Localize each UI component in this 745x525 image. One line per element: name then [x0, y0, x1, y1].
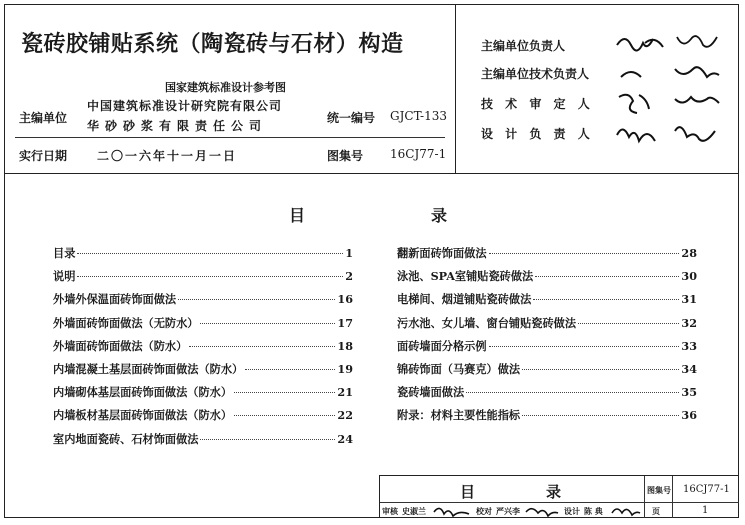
toc-item-page: 1	[345, 246, 353, 260]
toc-item-page: 21	[337, 385, 353, 400]
toc-item-page: 33	[681, 338, 697, 353]
footer-page-label: 页	[652, 506, 660, 516]
dot-leader	[178, 299, 335, 300]
toc-item[interactable]	[397, 361, 697, 384]
toc-heading-right: 录	[431, 206, 448, 225]
toc-item-title: 外墙面砖饰面做法（无防水）	[53, 315, 199, 330]
footer-divider	[672, 476, 673, 518]
footer-title-left: 目	[460, 483, 476, 501]
toc-item-page: 17	[337, 315, 353, 330]
toc-item[interactable]	[397, 338, 697, 361]
toc-item-title: 面砖墙面分格示例	[397, 338, 487, 353]
role-tech-lead: 主编单位技术负责人	[481, 67, 590, 81]
dot-leader	[535, 276, 679, 277]
toc-item[interactable]	[53, 407, 353, 430]
signature-mark	[610, 503, 642, 520]
toc-item[interactable]	[397, 384, 697, 407]
date-value: 二〇一六年十一月一日	[97, 149, 238, 163]
toc-item-title: 内墙砌体基层面砖饰面做法（防水）	[53, 385, 233, 400]
toc-item-page: 30	[681, 269, 697, 284]
toc-item-page: 32	[681, 315, 697, 330]
toc-heading-left: 目	[289, 206, 306, 225]
toc-item-page: 2	[345, 269, 353, 284]
document-title: 瓷砖胶铺贴系统（陶瓷砖与石材）构造	[21, 32, 404, 57]
footer-title-block	[379, 475, 739, 518]
editor-org-1: 中国建筑标准设计研究院有限公司	[87, 99, 283, 113]
atlas-no-label: 图集号	[327, 149, 364, 163]
dot-leader	[466, 392, 679, 393]
toc-item-title: 目录	[53, 246, 76, 260]
toc-item-title: 外墙外保温面砖饰面做法	[53, 292, 177, 307]
toc-left-column	[53, 245, 353, 454]
toc-item[interactable]	[53, 338, 353, 361]
toc-item-page: 28	[681, 246, 697, 260]
toc-item[interactable]	[397, 407, 697, 430]
toc-item-page: 19	[337, 361, 353, 376]
dot-leader	[200, 323, 335, 324]
toc-item-page: 31	[681, 292, 697, 307]
dot-leader	[578, 323, 679, 324]
toc-item[interactable]	[53, 384, 353, 407]
document-subtitle: 国家建筑标准设计参考图	[165, 81, 286, 94]
toc-item-title: 内墙板材基层面砖饰面做法（防水）	[53, 408, 233, 423]
unified-no: GJCT-133	[390, 109, 447, 123]
editor-org-2: 华砂砂浆有限责任公司	[87, 119, 268, 133]
toc-item[interactable]	[397, 268, 697, 291]
title-block-left	[5, 5, 456, 173]
dot-leader	[489, 253, 680, 254]
footer-atlas-no: 16CJ77-1	[683, 484, 730, 495]
title-block	[5, 5, 738, 174]
toc-item-title: 污水池、女儿墙、窗台铺贴瓷砖做法	[397, 315, 577, 330]
signature-mark	[432, 503, 472, 520]
toc-item[interactable]	[397, 315, 697, 338]
toc-item-page: 16	[337, 292, 353, 307]
toc-item-page: 24	[337, 431, 353, 446]
toc-item-title: 泳池、SPA室铺贴瓷砖做法	[397, 269, 534, 284]
dot-leader	[234, 415, 335, 416]
toc-item-page: 22	[337, 408, 353, 423]
signature-mark	[615, 61, 725, 85]
toc-item-title: 电梯间、烟道铺贴瓷砖做法	[397, 292, 532, 307]
dot-leader	[245, 369, 335, 370]
toc-item-title: 外墙面砖饰面做法（防水）	[53, 338, 188, 353]
editor-label: 主编单位	[19, 111, 68, 125]
toc-item[interactable]	[397, 245, 697, 268]
toc-item-page: 34	[681, 361, 697, 376]
toc-item-page: 18	[337, 338, 353, 353]
dot-leader	[77, 276, 343, 277]
dot-leader	[234, 392, 335, 393]
signature-mark	[615, 31, 725, 55]
toc-item[interactable]	[53, 268, 353, 291]
toc-item-title: 附录：材料主要性能指标	[397, 408, 521, 423]
drawing-frame	[4, 4, 739, 518]
role-design-lead: 设 计 负 责 人	[481, 127, 594, 141]
toc-item-title: 瓷砖墙面做法	[397, 385, 465, 400]
toc-item[interactable]	[53, 291, 353, 314]
footer-page-no: 1	[702, 505, 709, 516]
footer-review-label: 审核	[382, 506, 398, 516]
toc-item-title: 说明	[53, 269, 76, 284]
signature-mark	[615, 89, 725, 115]
toc-item[interactable]	[397, 291, 697, 314]
toc-item[interactable]	[53, 361, 353, 384]
dot-leader	[77, 253, 343, 254]
toc-item-page: 35	[681, 385, 697, 400]
divider	[15, 137, 445, 138]
dot-leader	[200, 439, 335, 440]
signature-mark	[524, 503, 560, 520]
toc-right-column	[397, 245, 697, 431]
footer-title-right: 录	[546, 483, 562, 501]
atlas-no: 16CJ77-1	[390, 147, 447, 161]
dot-leader	[522, 369, 679, 370]
unified-no-label: 统一编号	[327, 111, 376, 125]
footer-design-name: 陈 典	[584, 506, 603, 516]
toc-item[interactable]	[53, 315, 353, 338]
dot-leader	[533, 299, 679, 300]
toc-item[interactable]	[53, 431, 353, 454]
toc-item-page: 36	[681, 408, 697, 423]
signature-block	[455, 5, 738, 173]
signature-mark	[615, 119, 725, 145]
footer-atlas-label: 图集号	[647, 485, 671, 495]
footer-design-label: 设计	[564, 506, 580, 516]
toc-item-title: 翻新面砖饰面做法	[397, 246, 487, 260]
toc-item-title: 锦砖饰面（马赛克）做法	[397, 361, 521, 376]
role-technical-reviewer: 技 术 审 定 人	[481, 97, 594, 111]
toc-item-title: 室内地面瓷砖、石材饰面做法	[53, 431, 199, 446]
footer-check-name: 严兴李	[496, 506, 520, 516]
footer-divider	[644, 476, 645, 518]
dot-leader	[489, 346, 680, 347]
toc-item-title: 内墙混凝土基层面砖饰面做法（防水）	[53, 361, 244, 376]
footer-review-name: 史淑兰	[402, 506, 426, 516]
footer-check-label: 校对	[476, 506, 492, 516]
dot-leader	[522, 415, 679, 416]
dot-leader	[189, 346, 335, 347]
role-chief-editor: 主编单位负责人	[481, 39, 566, 53]
toc-item[interactable]	[53, 245, 353, 268]
date-label: 实行日期	[19, 149, 68, 163]
